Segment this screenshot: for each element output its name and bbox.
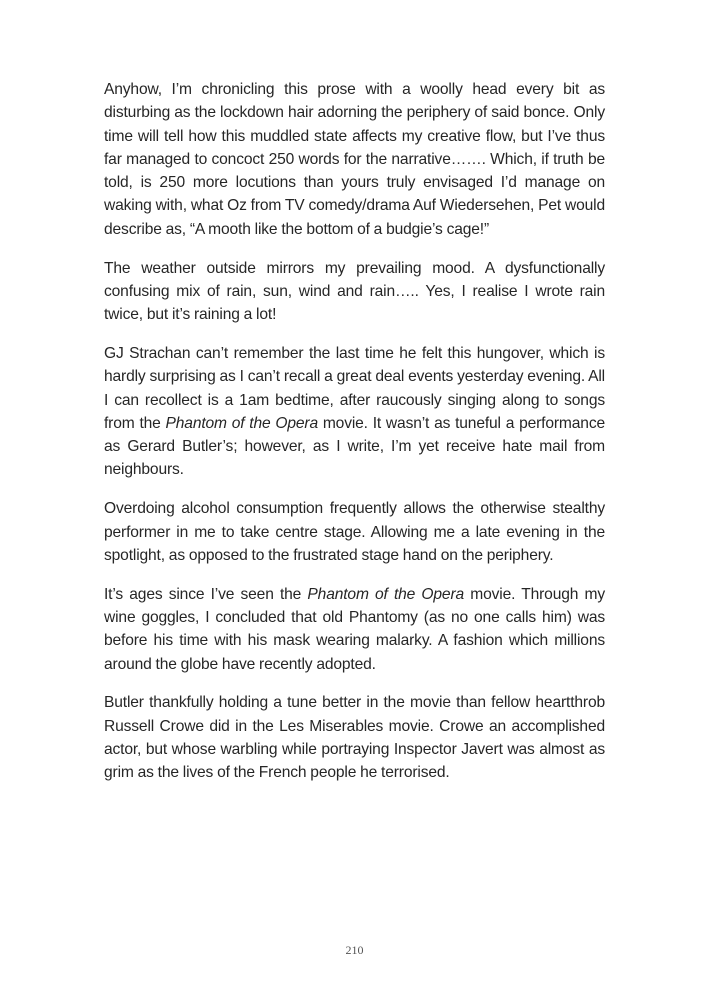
paragraph-2-text: The weather outside mirrors my prevailing mood. A dysfunctionally confusing mix of rain, sun, wind and rain….. Yes, I realise I wrote rain twice, but it’s raining a lot! <box>104 259 605 324</box>
paragraph-3-text-end: movie. It wasn’t as tuneful a performance as Gerard Butler’s; however, as I write, I’m yet receive hate mail from neighbours. <box>104 414 605 479</box>
paragraph-5-text-end: movie. Through my wine goggles, I concluded that old Phantomy (as no one calls him) was before his time with his mask wearing malarky. A fashion which millions around the globe have recently adopted. <box>104 585 605 673</box>
paragraph-4 <box>104 497 605 567</box>
paragraph-6 <box>104 691 605 784</box>
paragraph-2 <box>104 257 605 327</box>
paragraph-3-text-start: GJ Strachan can’t remember the last time he felt this hungover, which is hardly surprising as I can’t recall a great deal events yesterday evening. All I can recollect is a 1am bedtime, after raucously singing along to songs from the <box>104 344 605 432</box>
movie-title-italic: Phantom of the Opera <box>307 585 465 603</box>
paragraph-5 <box>104 583 605 676</box>
paragraph-4-text: Overdoing alcohol consumption frequently allows the otherwise stealthy performer in me to take centre stage. Allowing me a late evening in the spotlight, as opposed to the frustrated stage hand on the periphery. <box>104 500 605 564</box>
paragraph-1-text: Anyhow, I’m chronicling this prose with a woolly head every bit as disturbing as the lockdown hair adorning the periphery of said bonce. Only time will tell how this muddled state affects my creative flow, but I’ve thus far managed to concoct 250 words for the narrative……. Which, if truth be told, is 250 more locutions than yours truly envisaged I’d manage on waking with, what Oz from TV comedy/drama Auf Wiedersehen, Pet would describe as, “A mooth like the bottom of a budgie’s cage!” <box>104 81 605 238</box>
movie-title-italic: Phantom of the Opera <box>165 414 318 432</box>
paragraph-3 <box>104 342 605 482</box>
page-number: 210 <box>345 943 364 957</box>
paragraph-1 <box>104 78 605 241</box>
paragraph-6-text: Butler thankfully holding a tune better in the movie than fellow heartthrob Russell Crowe did in the Les Miserables movie. Crowe an accomplished actor, but whose warbling while portraying Inspector Javert was almost as grim as the lives of the French people he terrorised. <box>104 694 605 782</box>
paragraph-5-text-start: It’s ages since I’ve seen the <box>104 585 308 603</box>
page-body <box>104 78 605 800</box>
